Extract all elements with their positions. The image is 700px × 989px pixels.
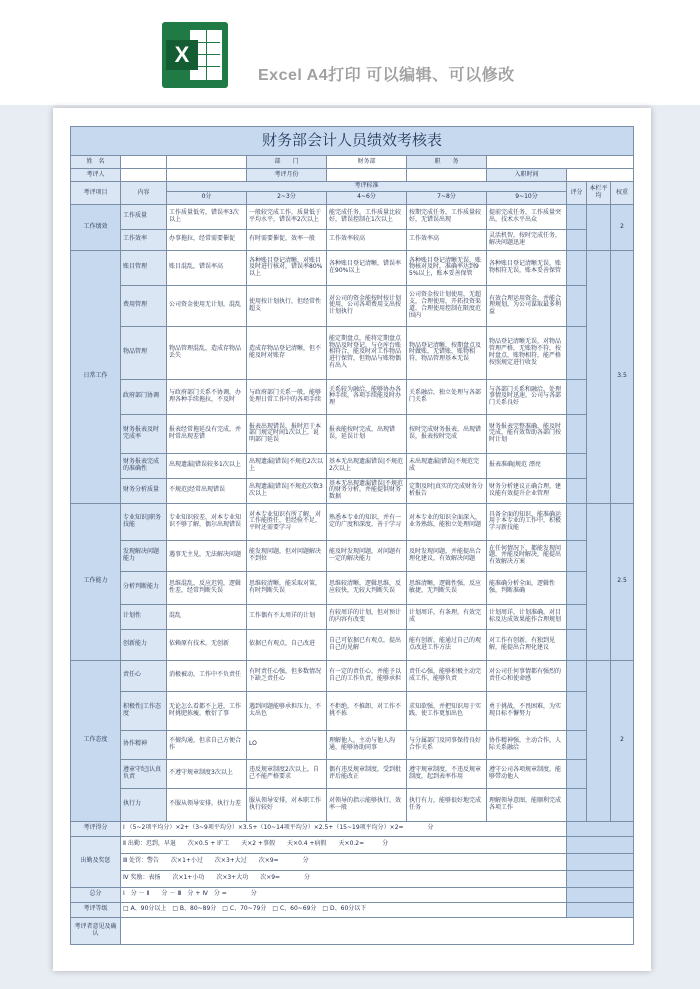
score-input[interactable] — [567, 691, 587, 730]
criteria-cell: 遇到问题能够承担压力，不太出色 — [247, 691, 327, 730]
criteria-cell: 思维混乱，反应迟钝，逻辑性差，经常判断失误 — [167, 571, 247, 604]
item-content: 积极性|工作态度 — [121, 691, 167, 730]
criteria-cell: 对领导的指示能够执行，效率一般 — [327, 788, 407, 821]
entry-date-input[interactable] — [567, 169, 634, 182]
criteria-cell: 一般较完成工作，质量低于平均水平，错误率2次以上 — [247, 204, 327, 229]
item-content: 发现解决问题能力 — [121, 540, 167, 571]
header-weight: 权重 — [611, 182, 634, 205]
section-average — [587, 250, 611, 503]
criteria-cell: 偶有违反规章制度，受到批评后能改正 — [327, 759, 407, 788]
form-title: 财务部会计人员绩效考核表 — [71, 127, 634, 156]
item-content: 协作精神 — [121, 730, 167, 759]
criteria-cell: 未出现遗漏|错误|不规范完成 — [407, 453, 487, 478]
section-weight: 2 — [611, 204, 634, 250]
attendance-input[interactable] — [567, 853, 634, 870]
criteria-cell: 账目混乱，错误率高 — [167, 250, 247, 285]
header-row — [71, 182, 634, 192]
criteria-cell: 有时需要催促，效率一般 — [247, 229, 327, 250]
dept-label: 部 门 — [247, 156, 327, 169]
criteria-cell: 遵守公司各项规章制度，能够带动他人 — [487, 759, 567, 788]
score-input[interactable] — [567, 204, 587, 229]
criteria-cell: 报表准确|规范 漂亮 — [487, 453, 567, 478]
name-row — [71, 156, 634, 169]
criteria-cell: 消极被动，工作中不负责任 — [167, 660, 247, 691]
grade-input[interactable] — [567, 902, 634, 917]
header-average: 本栏平均 — [587, 182, 611, 205]
section-weight: 2.5 — [611, 503, 634, 660]
score-input[interactable] — [567, 788, 587, 821]
appraisal-table — [70, 126, 634, 945]
position-input[interactable] — [487, 156, 634, 169]
criteria-cell: 勇于挑战，不畏困难，为实现目标不懈努力 — [487, 691, 567, 730]
table-row — [71, 453, 634, 478]
header-content: 内容 — [121, 182, 167, 205]
criteria-cell: 对公司任何事情都有强烈的责任心和使命感 — [487, 660, 567, 691]
criteria-cell: 报表出现错误，报时迟于本部门规定时间1次以上，说明部门延误 — [247, 414, 327, 453]
table-row — [71, 503, 634, 540]
item-content: 工作效率 — [121, 229, 167, 250]
month-label: 考评月份 — [247, 169, 327, 182]
section-average — [587, 660, 611, 821]
criteria-cell: 能准确分析全面，逻辑性强，判断准确 — [487, 571, 567, 604]
criteria-cell: 有时责任心强，但多数情况下缺乏责任心 — [247, 660, 327, 691]
level-header: 0分 — [167, 191, 247, 204]
criteria-cell: 对公司的资金能按时按计划使用，公司各项费用支出按计划执行 — [327, 285, 407, 326]
score-input[interactable] — [567, 604, 587, 629]
criteria-cell: 工作效率高 — [407, 229, 487, 250]
criteria-cell: 熟悉本专业的知识，并有一定的广度和深度，善于学习 — [327, 503, 407, 540]
table-row — [71, 414, 634, 453]
score-input[interactable] — [567, 540, 587, 571]
table-row — [71, 604, 634, 629]
criteria-cell: 公司资金使用无计划，混乱 — [167, 285, 247, 326]
table-row — [71, 229, 634, 250]
table-row — [71, 540, 634, 571]
table-row — [71, 691, 634, 730]
entry-date-label: 入职时间 — [487, 169, 567, 182]
criteria-cell: 不规范|经常出现错误 — [167, 478, 247, 503]
criteria-cell: 灵活机智，按时完成任务，解决问题迅速 — [487, 229, 567, 250]
opinion-label: 考评者意见及确认 — [71, 917, 121, 944]
table-row — [71, 629, 634, 660]
item-content: 执行力 — [121, 788, 167, 821]
table-row — [71, 730, 634, 759]
criteria-cell: 具备全面的知识，能准确运用于本专业的工作中，积极学习新技能 — [487, 503, 567, 540]
table-row — [71, 660, 634, 691]
item-content: 工作质量 — [121, 204, 167, 229]
criteria-cell: 能有创新，能通过自己的观点改进工作方法 — [407, 629, 487, 660]
opinion-row — [71, 917, 634, 944]
item-content: 计划性 — [121, 604, 167, 629]
attendance-formula: Ⅱ 出勤：迟到，早退 次×0.5 + 旷工 天×2 +事假 天×0.4 +病假 天×0.2= 分 — [121, 836, 567, 853]
grade-label: 考评等级 — [71, 902, 121, 917]
opinion-input[interactable] — [121, 917, 634, 944]
group-label: 工作能力 — [71, 503, 121, 660]
month-input[interactable] — [327, 169, 407, 182]
criteria-cell: 工作偶有不太周详的计划 — [247, 604, 327, 629]
criteria-cell: 与政府部门关系不协调，办理各种手续拖拉，不及时 — [167, 379, 247, 414]
criteria-cell: 报表经常拖延没有完成，并时常出现差错 — [167, 414, 247, 453]
evaluator-input[interactable] — [121, 169, 167, 182]
item-content: 责任心 — [121, 660, 167, 691]
score-input[interactable] — [567, 250, 587, 285]
criteria-cell: 对本专业的知识全面深入，业务熟练，能独立处理问题 — [407, 503, 487, 540]
criteria-cell: 思维较清晰，能采取对策，有时判断失误 — [247, 571, 327, 604]
criteria-cell: 公司资金按计划使用，无超支，合理使用，开拓投资渠道，合理使用控制在限度范围内 — [407, 285, 487, 326]
criteria-cell: 基本无出现遗漏错误|不规范的财务分析，并能提供财务数据 — [327, 478, 407, 503]
criteria-cell: 造成存物品登记清晰，但不能及时对账存 — [247, 326, 327, 379]
spacer-cell — [167, 169, 247, 182]
score-input[interactable] — [567, 730, 587, 759]
criteria-cell: 按期完成任务，工作质量较好，无错误出现 — [407, 204, 487, 229]
criteria-cell: 专业知识较差，对本专业知识不够了解，偶尔出现错误 — [167, 503, 247, 540]
score-input[interactable] — [567, 660, 587, 691]
criteria-cell: 物品登记清晰无误，对物品管理严格，无账物不符，按时盘点，账物相符，能严格按照规定进行收发 — [487, 326, 567, 379]
table-row — [71, 759, 634, 788]
score-formula: Ⅰ （5~2项平均分）×2+（3~9项平均分）×3.5+（10~14项平均分）×2.5+（15~19项平均分）×2= 分 — [121, 821, 567, 836]
criteria-cell: 物品管理混乱，造成存物品丢失 — [167, 326, 247, 379]
table-row — [71, 478, 634, 503]
level-header: 2~3分 — [247, 191, 327, 204]
table-row — [71, 788, 634, 821]
criteria-cell: 工作效率较高 — [327, 229, 407, 250]
header-standard: 考评标准 — [167, 182, 567, 192]
criteria-cell: 出现遗漏|错误较多1次以上 — [167, 453, 247, 478]
criteria-cell: 出现遗漏|错误|不规范2次以上 — [247, 453, 327, 478]
criteria-cell: 能定期盘点，能将定期盘点物品及时登记，与仓库台账相符合，能及时对工作物品进行保管，但物品与账物偶有出入 — [327, 326, 407, 379]
attendance-formula: Ⅲ 处罚：警告 次×1+小过 次×3+大过 次×9= 分 — [121, 853, 567, 870]
item-content: 遵章守纪|认真负责 — [121, 759, 167, 788]
criteria-cell: 不擅沟通，但求自己方便合作 — [167, 730, 247, 759]
criteria-cell: 计划周详，计划准确，对目标及达成效果能作合理规划 — [487, 604, 567, 629]
criteria-cell: 与分属部门及同事保持良好合作关系 — [407, 730, 487, 759]
name-label: 姓 名 — [71, 156, 121, 169]
criteria-cell: 按时完成财务报表，出现错误，报表按时完成 — [407, 414, 487, 453]
score-input[interactable] — [567, 759, 587, 788]
score-input[interactable] — [567, 629, 587, 660]
group-label: 工作态度 — [71, 660, 121, 821]
criteria-cell: 工作质量低劣，错误率3次以上 — [167, 204, 247, 229]
criteria-cell: 物品登记清晰，按期盘点及时做账，无错账，账物相符，物品管理基本无误 — [407, 326, 487, 379]
total-row — [71, 887, 634, 902]
header-score: 评分 — [567, 182, 587, 205]
criteria-cell: 理解领导意图，能顺利完成各项工作 — [487, 788, 567, 821]
score-input[interactable] — [567, 285, 587, 326]
item-content: 费用管理 — [121, 285, 167, 326]
criteria-cell: 办事拖拉，经常需要催促 — [167, 229, 247, 250]
criteria-cell: 责任心强，能够积极主动完成工作，能够负责 — [407, 660, 487, 691]
criteria-cell: 违反规章制度2次以上，自己不能严格要求 — [247, 759, 327, 788]
score-input[interactable] — [567, 453, 587, 478]
criteria-cell: 能及时发现问题，对问题有一定的解决能力 — [327, 540, 407, 571]
criteria-cell: 报表能按时完成，出现错误，延误计划 — [327, 414, 407, 453]
table-row — [71, 204, 634, 229]
criteria-cell: 有效合理运用资金，并能合理规划，为公司谋取最多利益 — [487, 285, 567, 326]
attendance-input[interactable] — [567, 836, 634, 853]
grade-options: □ A、90分以上 □ B、80~89分 □ C、70~79分 □ C、60~69分 □ D、60分以下 — [121, 902, 567, 917]
item-content: 创新能力 — [121, 629, 167, 660]
section-average — [587, 503, 611, 660]
criteria-cell: 执行有力，能够很好地完成任务 — [407, 788, 487, 821]
group-label: 日常工作 — [71, 250, 121, 503]
attendance-row — [71, 870, 634, 887]
criteria-cell: 提前完成任务，工作质量突出，技术水平出众 — [487, 204, 567, 229]
section-weight: 3.5 — [611, 250, 634, 503]
score-input[interactable] — [567, 326, 587, 379]
name-input[interactable] — [121, 156, 167, 169]
criteria-cell: 依据已有观点，自己改进 — [247, 629, 327, 660]
table-row — [71, 379, 634, 414]
spacer-cell — [407, 169, 487, 182]
item-content: 政府部门协调 — [121, 379, 167, 414]
table-row — [71, 571, 634, 604]
criteria-cell: 遵守规章制度，不违反规章制度，起到表率作用 — [407, 759, 487, 788]
header-item: 考评项目 — [71, 182, 121, 205]
title-row — [71, 127, 634, 156]
top-banner — [0, 0, 700, 105]
attendance-label: 出勤及奖惩 — [71, 836, 121, 887]
criteria-cell: 有一定的责任心，并能予以自己的工作负责，能够承担 — [327, 660, 407, 691]
criteria-cell: 不遵守规章制度3次以上 — [167, 759, 247, 788]
criteria-cell: 各种账目登记清晰，错误率在90%以上 — [327, 250, 407, 285]
criteria-cell: 各种账目登记清晰无误，账物相符无误，账本妥善保管 — [487, 250, 567, 285]
item-content: 专业知识|职务技能 — [121, 503, 167, 540]
item-content: 财务分析质量 — [121, 478, 167, 503]
criteria-cell: 及时发现问题，并能提出合理化建议，有效解决问题 — [407, 540, 487, 571]
criteria-cell: 出现遗漏|错误|不规范次数3次以上 — [247, 478, 327, 503]
criteria-cell: 不拒绝，不推卸，对工作不挑不拣 — [327, 691, 407, 730]
score-total-input[interactable] — [567, 821, 634, 836]
table-row — [71, 285, 634, 326]
spreadsheet-page — [53, 108, 651, 971]
criteria-cell: 关系融洽，独立处理与各部门关系 — [407, 379, 487, 414]
score-label: 考评得分 — [71, 821, 121, 836]
item-content: 账目管理 — [121, 250, 167, 285]
level-header: 7~8分 — [407, 191, 487, 204]
criteria-cell: 关系较为融洽，能够协办各种手续，各项手续能及时办理 — [327, 379, 407, 414]
level-header: 9~10分 — [487, 191, 567, 204]
criteria-cell: 理解他人，主动与他人沟通，能够协助同事 — [327, 730, 407, 759]
score-input[interactable] — [567, 414, 587, 453]
dept-value: 财务部 — [327, 156, 407, 169]
banner-caption: Excel A4打印 可以编辑、可以修改 — [258, 67, 515, 84]
name-value[interactable] — [167, 156, 247, 169]
criteria-cell: 遇事无主见，无法解决问题 — [167, 540, 247, 571]
score-input[interactable] — [567, 503, 587, 540]
grade-row — [71, 902, 634, 917]
section-weight: 2 — [611, 660, 634, 821]
criteria-cell: 依赖原有技术，无创新 — [167, 629, 247, 660]
criteria-cell: 无论怎么看都不上进，工作时挑肥拣瘦，敷衍了事 — [167, 691, 247, 730]
level-header: 4~6分 — [327, 191, 407, 204]
total-label: 总分 — [71, 887, 121, 902]
total-formula: Ⅰ 分 － Ⅱ 分 － Ⅲ 分 + Ⅳ 分 = 分 — [121, 887, 567, 902]
criteria-cell: 各种账目登记清晰无误，账物核对及时，准确率达到95%以上，账本妥善保管 — [407, 250, 487, 285]
criteria-cell: LO — [247, 730, 327, 759]
excel-logo-icon: X — [162, 22, 228, 88]
attendance-formula: Ⅳ 奖励：表扬 次×1+小功 次×3+大功 次×9= 分 — [121, 870, 567, 887]
item-content: 财务报表及时完成率 — [121, 414, 167, 453]
attendance-row — [71, 836, 634, 853]
section-average — [587, 204, 611, 250]
table-row — [71, 326, 634, 379]
item-content: 物品管理 — [121, 326, 167, 379]
criteria-cell: 与各部门关系和融洽，处理事情及时迅速，公司与各部门关系良好 — [487, 379, 567, 414]
criteria-cell: 有较周详的计划，但对预计的内容有改变 — [327, 604, 407, 629]
criteria-cell: 服从领导安排，对本职工作执行较好 — [247, 788, 327, 821]
criteria-cell: 自己可依据已有观点，提出自己的见解 — [327, 629, 407, 660]
criteria-cell: 对本专业知识有所了解，对工作能胜任，但经验不足，平时还需要学习 — [247, 503, 327, 540]
criteria-cell: 求知欲强，并把知识用于实践，使工作更加出色 — [407, 691, 487, 730]
criteria-cell: 各种账目登记清晰，对账目及时进行核对，错误率80%以上 — [247, 250, 327, 285]
criteria-cell: 能发现问题，但对问题解决不到位 — [247, 540, 327, 571]
criteria-cell: 对工作有创新，有独到见解，能提出合理化建议 — [487, 629, 567, 660]
score-input[interactable] — [567, 229, 587, 250]
criteria-cell: 使用按计划执行，但经常性超支 — [247, 285, 327, 326]
score-input[interactable] — [567, 379, 587, 414]
position-label: 职 务 — [407, 156, 487, 169]
attendance-row — [71, 853, 634, 870]
criteria-cell: 基本无出现遗漏错误|不规范2次以上 — [327, 453, 407, 478]
table-row — [71, 250, 634, 285]
criteria-cell: 不服从领导安排，执行力差 — [167, 788, 247, 821]
criteria-cell: 财务报表完整准确，能及时完成，能有效帮助各部门按时计划 — [487, 414, 567, 453]
item-content: 分析判断能力 — [121, 571, 167, 604]
criteria-cell: 与政府部门关系一般，能够处理日常工作中的各项手续 — [247, 379, 327, 414]
criteria-cell: 定期及时|真实的完成财务分析报告 — [407, 478, 487, 503]
score-input[interactable] — [567, 571, 587, 604]
criteria-cell: 能完成任务，工作质量比较好，错误控制在1次以上 — [327, 204, 407, 229]
total-input[interactable] — [567, 887, 634, 902]
score-row — [71, 821, 634, 836]
criteria-cell: 计划周详，有条理，有效完成 — [407, 604, 487, 629]
evaluator-row — [71, 169, 634, 182]
criteria-cell: 思维清晰，逻辑性强，反应敏捷，无判断失误 — [407, 571, 487, 604]
evaluator-label: 考评人 — [71, 169, 121, 182]
criteria-cell: 混乱 — [167, 604, 247, 629]
criteria-cell: 财务分析建议正确合理，建议能有效提升企业管理 — [487, 478, 567, 503]
criteria-cell: 在任何情况下，都能发现问题，并能及时解决，能提出有效解决方案 — [487, 540, 567, 571]
score-input[interactable] — [567, 478, 587, 503]
group-label: 工作绩效 — [71, 204, 121, 250]
criteria-cell: 协作精神强，主动合作，人际关系融洽 — [487, 730, 567, 759]
attendance-input[interactable] — [567, 870, 634, 887]
item-content: 财务报表完成的准确性 — [121, 453, 167, 478]
criteria-cell: 思维较清晰，逻辑思维，反应较快，无较大判断失误 — [327, 571, 407, 604]
